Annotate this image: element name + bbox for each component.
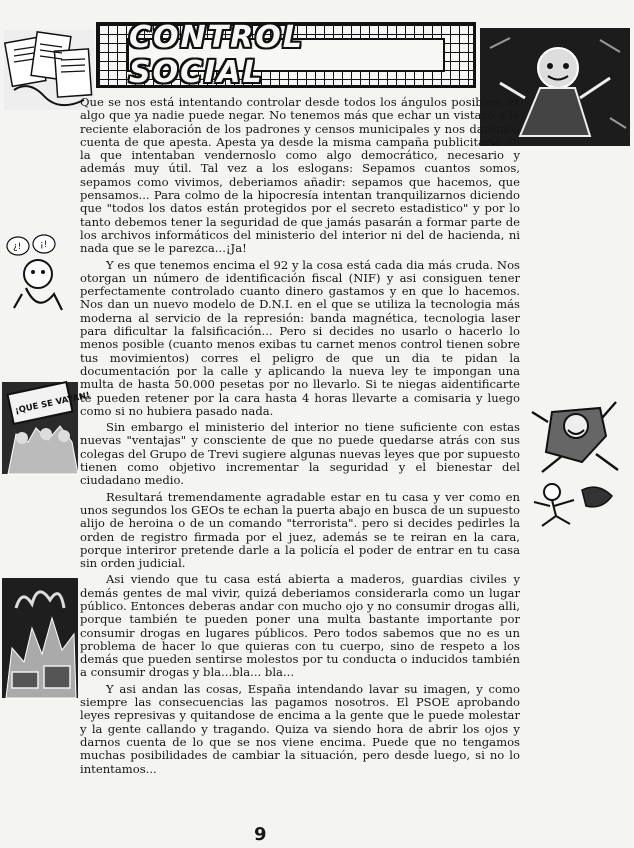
- riot-fire-illustration: [2, 578, 78, 698]
- protest-crowd-illustration: [2, 382, 91, 474]
- article-paragraph: Asi viendo que tu casa está abierta a maderos, guardias civiles y demás gentes de mal vivir, quizá deberiamos considerarla como un lugar público. Entonces deberas andar con mucho ojo y no consumir drogas alli, porque también te pueden poner una multa bastante importante por consumir drogas en lugares públicos. Pero todos sabemos que no es un problema de hacer lo que quieras con tu cuerpo, sino de respeto a los demás que pueden sentirse molestos por tu conducta o inducidos también a consumir drogas y bla...bla... bla...: [80, 572, 520, 680]
- article-paragraph: Que se nos está intentando controlar desde todos los ángulos posibles, es algo que ya nadie puede negar. No tenemos más que echar un vistazo a la reciente elaboración de los padrones y censos municipales y nos daremos cuenta de que apesta. Apesta ya desde la misma campaña publicitaria en la que intentaban vendernoslo como algo democrático, necesario y además muy útil. Tal vez a los eslogans: Sepamos cuantos somos, sepamos como vivimos, deberiamos añadir: sepamos que hacemos, que pensamos... Para colmo de la hipocresía intentan tranquilizarnos diciendo que "todos los datos están protegidos por el secreto estadistico" y por lo tanto debemos tener la seguridad de que jamás pasarán a formar parte de los archivos informáticos del ministerio del interior ni del de hacienda, ni nada que se le parezca...¡Ja!: [80, 95, 520, 256]
- article-paragraph: Y es que tenemos encima el 92 y la cosa está cada dia más cruda. Nos otorgan un número de identificación fiscal (NIF) y asi consiguen tener perfectamente controlado cuanto dinero gastamos y en que lo hacemos. Nos dan un nuevo modelo de D.N.I. en el que se utiliza la tecnologia más moderna al servicio de la represión: banda magnética, tecnologia laser para dificultar la falsificación... Pero si decides no usarlo o hacerlo lo menos posible (cuanto menos exibas tu carnet menos control tienen sobre tus movimientos) corres el peligro de que un dia te pidan la documentación por la calle y aplicando la nueva ley te impongan una multa de hasta 50.000 pesetas por no llevarlo. Si te niegas aidentificarte te pueden retener por la cara hasta 4 horas llevarte a comisaria y luego como si no hubiera pasado nada.: [80, 257, 520, 418]
- speech-bubble-text-a: ¿!: [13, 242, 22, 252]
- speech-bubble-text-b: ¡!: [40, 240, 48, 250]
- article-body: [80, 96, 520, 779]
- title-banner: [96, 22, 476, 88]
- article-paragraph: Y asi andan las cosas, España intendando lavar su imagen, y como siempre las consecuencias las pagamos nosotros. El PSOE aprobando leyes represivas y quitandose de encima a la gente que le puede molestar y la gente callando y tragando. Quiza va siendo hora de abrir los ojos y darnos cuenta de lo que se nos viene encima. Puede que no tengamos muchas posibilidades de cambiar la situación, pero desde luego, si no lo intentamos...: [80, 681, 520, 776]
- title-box: [127, 20, 445, 90]
- protest-sign-text: ¡QUE SE VAYAN!: [14, 390, 91, 417]
- cartoon-character-illustration: [4, 234, 78, 318]
- running-figure-illustration: [522, 480, 622, 526]
- article-paragraph: Sin embargo el ministerio del interior no tiene suficiente con estas nuevas "ventajas" y consciente de que no puede quedarse atrás con sus colegas del Grupo de Trevi sugiere algunas nuevas leyes que por supuesto tienen como objetivo incrementar la seguridad y el bienestar del ciudadano medio.: [80, 420, 520, 488]
- page-title: CONTROL SOCIAL: [129, 20, 304, 90]
- page-number: 9: [254, 824, 267, 845]
- screaming-figure-illustration: [522, 392, 630, 482]
- article-paragraph: Resultará tremendamente agradable estar en tu casa y ver como en unos segundos los GEOs te echan la puerta abajo en busca de un supuesto alijo de heroina o de un comando "terrorista". pero si decides pedirles la orden de registro firmada por el juez, además se te reiran en la cara, porque interiror pretende darle a la policía el poder de entrar en tu casa sin orden judicial.: [80, 489, 520, 571]
